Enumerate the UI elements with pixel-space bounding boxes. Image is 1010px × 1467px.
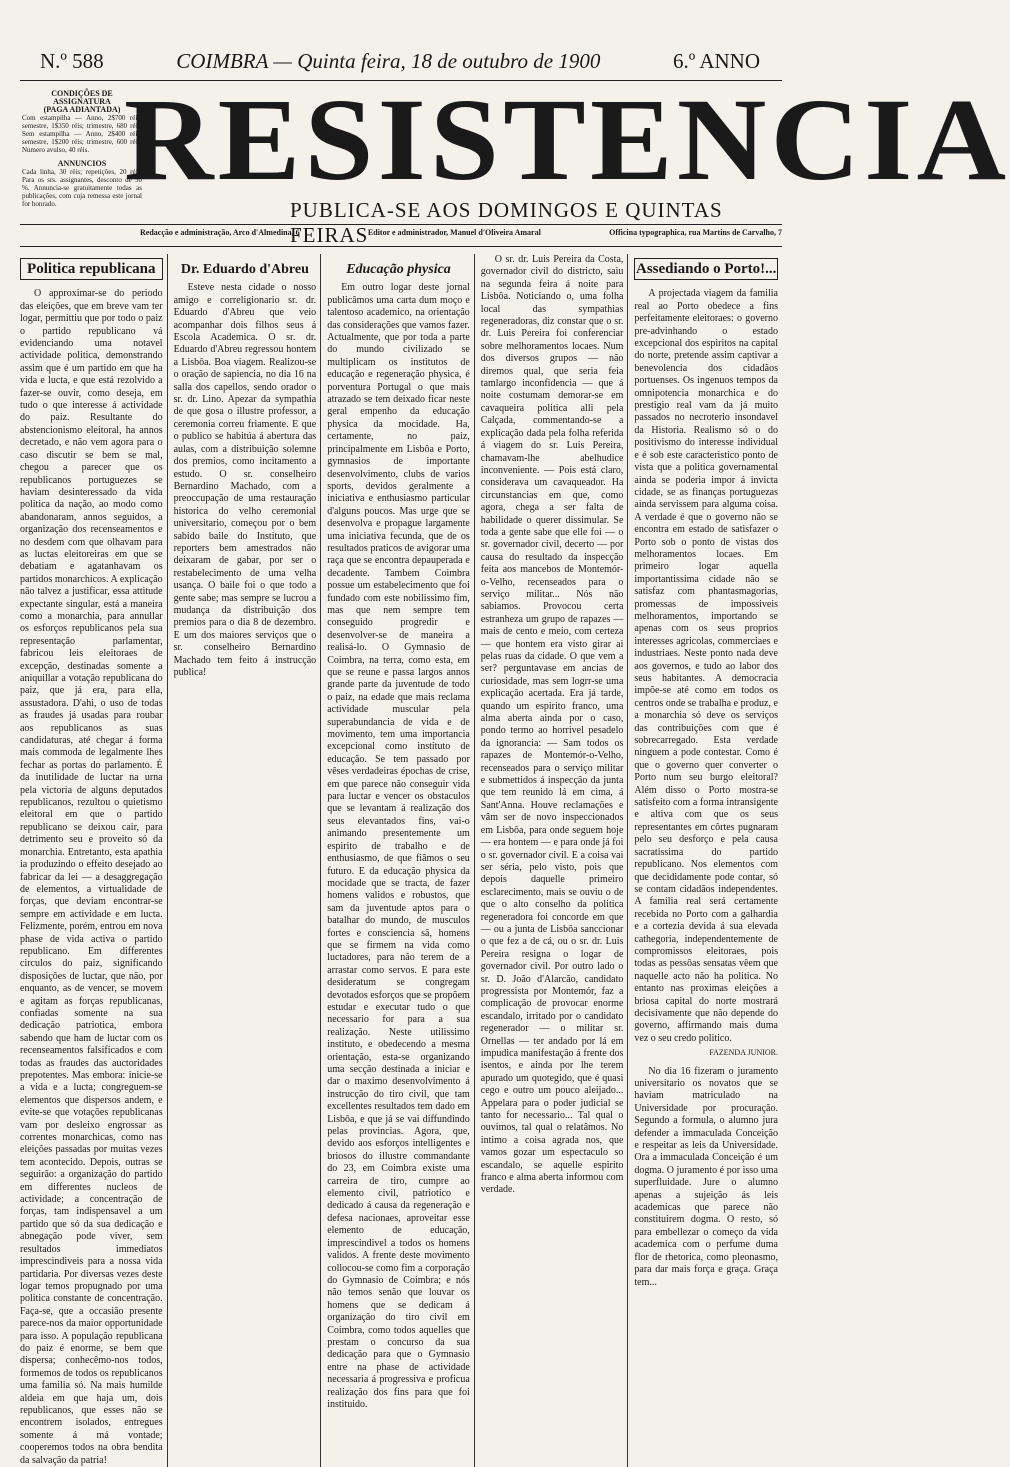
divider [20, 224, 782, 225]
ads-text: Cada linha, 30 réis; repetições, 20 réis. Para os srs. assignantes, desconto de 50 %. Annuncia-se gratuitamente todas as publicações, com cuja remessa este jornal for honrado. [22, 168, 142, 208]
article-body: A projectada viagem da familia real ao Porto obedece a fins perfeitamente eleitoraes: o governo pre-advinhando o estado excepcional dos espiritos na capital do norte, pretende assim captivar a benevolencia dos cidadãos portuenses. Os ingenuos tempos da omnipotencia monarchica e do prestigio real vam da já muito passados no necroterio insondavel da Historia. Realismo só o do positivismo do interesse individual e é sob este caracteristico ponto de vista que a politica governamental ainda se poderia impor á invicta cidade, se as finanças portuguezas ainda servissem para alguma coisa. A verdade é que o governo não se encontra em estado de satisfazer o Porto sob o ponto de vistas dos melhoramentos locaes. Em primeiro logar aquella importantissima cidade não se satisfaz com phantasmagorias, promessas de impossiveis melhoramentos, importando se apenas com os seus proprios interesses agricolas, commerciaes e industriaes. Neste ponto nada deve aos governos, e tudo ao labor dos seus habitantes. A democracia impõe-se até como em todos os centros onde se trabalha e produz, e a monarchia só deve os serviços das contribuições com que é sobrecarregado. Esta verdade ninguem a pode contestar. Como é que o governo quer converter o Porto num seu burgo eleitoral? Além disso o Porto mostra-se satisfeito com a forma intransigente e altiva com que os seus representantes em côrtes pugnaram pelo seu desforço e pela causa sacratissima do partido republicano. Nos elementos com que decididamente pode contar, só se contam cidadãos independentes. A familia real será certamente recebida no Porto com a galhardia e a cortezia devida á sua elevada cathegoria, independentemente de compromissos eleitoraes, pois todas as pessôas sensatas vêem que naquelle acto não ha politica. No entanto nas proximas eleições a briosa capital do norte mostrará decisivamente que não depende do governo, affirmando mais duma vez o seu credo politico. [634, 288, 778, 1044]
article-body: Esteve nesta cidade o nosso amigo e correligionario sr. dr. Eduardo d'Abreu que veio acompanhar dois filhos seus á Escola Academica. O sr. dr. Eduardo d'Abreu regressou hontem a Lisbôa. Boa viagem. Realizou-se o oração de sapiencia, no dia 16 na salla dos capellos, sendo orador o sr. dr. Lino. Apezar da sympathia de que gosa o illustre professor, a ceremonia correu friamente. E que o publico se habitúa á abertura das aulas, com a distribuição solemne dos premios, como incitamento a estudo. O sr. conselheiro Bernardino Machado, com a preoccupação de uma restauração historica do velho ceremonial universitario, começou por o bem sabido baile do Instituto, que reporters bem amestrados não deixaram de gabar, por ser o restabelecimento de uma velha usança. O baile foi o que todo a gente sabe; mas sempre se lucrou a mudança da distribuição dos premios para o dia 8 de dezembro. E um dos maiores serviços que o sr. conselheiro Bernardino Machado tem feito á instrucção publica! [173, 282, 317, 678]
editor: Editor e administrador, Manuel d'Oliveira Amaral [367, 228, 541, 237]
year: 6.º ANNO [672, 48, 760, 73]
masthead-subtitle: PUBLICA-SE AOS DOMINGOS E QUINTAS FEIRAS [290, 198, 723, 247]
article-body: O approximar-se do periodo das eleições, que em breve vam ter logar, permittiu que por todo o paiz o partido republicano vá evidenciando uma notavel actividade politica, demonstrando assim que é um partido em que ha vida e lucta, e que está rezolvido a fazer-se ouvir, como deseja, em tudo o que interesse á actividade do paiz. Resultante do abstencionismo eleitoral, ha annos decretado, e não vem agora para o caso discutir se bem se mal, chegou a parecer que os republicanos portuguezes se haviam desinteressado da vida politica da nação, ao modo como abandonaram, annos seguidos, a organização dos recenseamentos e no desdem com que olhavam para as luctas eleitoreiras em que se debatiam e agatanhavam os partidos monarchicos. A explicação não talvez a justificar, essa attitude expectante singular, está a maneira como a monarchia, para annullar os esforços republicanos pela sua representação parlamentar, fabricou leis eleitoraes de excepção, destinadas somente a aniquillar a votação republicana do paiz, que já era, para ella, assustadora. D'ahi, o uso de todas as fraudes já usadas para roubar aos republicanos as suas candidaturas, até chegar á forma mais commoda de legalmente lhes fechar as portas do parlamento. É da inutilidade de luctar na urna pela victoria de alguns deputados republicanos, rezultou o quietismo eleitoral em que o partido republicano se deixou cair, para detrimento seu e proveito só da monarchia. Entretanto, esta apathia ia produzindo o effeito desejado ao fabricar da lei — a desaggregação de elementos, a virtualidade de forças, que deviam encontrar-se sempre em actividade e em lucta. Felizmente, porém, entrou em nova phase de vida activa o partido republicano. Em differentes circulos do paiz, significando disposições de luctar, que não, por enquanto, as de vencer, se movem e agitam as forças republicanas, confiadas somente na sua dedicação patriotica, embora sabendo que ham de luctar com os recenseamentos falsificados e com todas as fraudes das auctoridades prepotentes. Mas embora: inicie-se a vida e a lucta; congreguem-se elementos que dispersos andem, e evite-se que votações republicanas vam por desleixo engrossar as correntes monarchicas, como nas eleições passadas por muitas vezes tem acontecido. Depois, outras se seguirão: a organização do partido em differentes nucleos de actividade; a concentração de forças, tam indispensavel a um partido que só da sua dedicação e abnegação pode viver, sem resultados immediatos imprescindiveis para a nossa vida partidaria. Por diversas vezes deste logar temos propugnado por uma politica constante de concentração. Faça-se, que a occasião presente parece-nos da maior opportunidade para isso. A população republicana do paiz é enorme, se bem que dispersa; conhecêmo-nos todos, formemos de todos os republicanos uma familia só. Na mais humilde aldeia em que haja um, dois republicanos, que esses não se encontrem isolados, entregues somente á má vontade; cooperemos todos na obra bendita da salvação da patria! [20, 288, 163, 1466]
article-signature: FAZENDA JUNIOR. [709, 1048, 778, 1058]
office: Officina typographica, rua Martins de Carvalho, 7 [609, 228, 782, 237]
column-2 [174, 254, 322, 1467]
article-body: Em outro logar deste jornal publicâmos uma carta dum moço e talentoso academico, na orientação das considerações que vamos fazer. Actualmente, que por toda a parte do mundo civilizado se multiplicam os institutos de educação e regeneração physica, é porventura Portugal o que mais atrazado se tem deixado ficar neste geral empenho da educação physica da mocidade. Ha, certamente, no paiz, principalmente em Lisbôa e Porto, gymnasios de importante desenvolvimento, clubs de varios sports, devidos geralmente a iniciativa e enthusiasmo particular d'alguns poucos. Mas urge que se desenvolva e propague largamente uma iniciativa fecunda, que de os resultados praticos de avigorar uma raça que se encontra depauperada e decadente. Tambem Coimbra possue um estabelecimento que foi fundado com este nobilissimo fim, mas que nem sempre tem conseguido progredir e desenvolver-se de maneira a realisá-lo. O Gymnasio de Coimbra, na terra, como esta, em que se reune e passa largos annos grande parte da juventude de todo o paiz, na edade que mais reclama actividade muscular pela superabundancia de vida e de movimento, tem uma importancia excepcional como instituto de educação. Se tem passado por vêses verdadeiras épochas de crise, em que parece não conseguir vida para luctar e vencer os obstaculos que se levantam á realização dos seus elevantados fins, vai-o animando presentemente um espirito de trabalho e de enthusiasmo, de que fiâmos o seu futuro. E da educação physica da mocidade que se tracta, de fazer homens validos e robustos, que sam da juventude aptos para o batalhar do mundo, de musculos fortes e consciencia sã, homens que se firmem na vida como luctadores, para não terem de a arrastar como servos. E para este desideratum se congregam devotados esforços que se propõem estudar e executar tudo o que necessario for para a sua realização. Neste utilissimo instituto, e obedecendo a mesma orientação, esta-se organizando uma secção destinada a iniciar e dar o maximo desenvolvimento á instrucção do tiro civil, que tam excellentes resultados tem dado em Lisbôa, e que já se vai diffundindo pelas provincias. Agora, que, devido aos esforços intelligentes e briosos do illustre commandante do 23, em Coimbra existe uma carreira de tiro, cumpre ao elemento civil, patriotico e dedicado á causa da regeneração e defesa nacionaes, aproveitar esse elemento de educação, imprescindivel a todos os homens validos. A frente deste movimento collocou-se como fim a corporação do Gymnasio de Coimbra; e nós não temos senão que louvar os homens que se dedicam á organização do tiro civil em Coimbra, como todos aquelles que prestam o concurso da sua dedicação para que o Gymnasio entre na phase de actividade necessaria á progressiva e proficua realização dos fins para que foi instituido. [327, 282, 470, 1410]
redaction: Redacção e administração, Arco d'Almedina, 6 [140, 228, 300, 237]
column-3 [327, 254, 475, 1467]
conditions-text: Com estampilha — Anno, 2$700 réis; semestre, 1$350 réis; trimestre, 680 réis. Sem estampilha — Anno, 2$400 réis; semestre, 1$200 réis; trimestre, 600 réis. Numero avulso, 40 réis. [22, 114, 142, 154]
issue-number: N.º 588 [40, 48, 104, 73]
imprint-line [140, 228, 782, 237]
article-body: O sr. dr. Luis Pereira da Costa, governador civil do districto, saiu na segunda feira á noite para Lisbôa. Noticiando o, uma folha local das sympathias regeneradoras, diz constar que o sr. dr. Luis Pereira foi conferenciar sobre melhoramentos locaes. Num dos diversos grupos — não diremos qual, que seria feia tamlargo inconfidencia — que á noite costumam demorar-se em cavaqueira politica alli pela Calçada, commentando-se a explicação dada pela folha referida á viagem do sr. Luis Pereira, chamavam-lhe abelhudice inconveniente. — Pois está claro, considerava um cavaqueador. Ha circunstancias em que, como agora, chega a ser falta de habilidade o querer dissimular. Se toda a gente sabe que elle foi — o sr. governador civil, decerto — por causa do resultado da inspecção feita aos mancebos de Montemór-o-Velho, recenseados para o serviço militar... Nós não sabiamos. Provocou certa estranheza um grupo de rapazes — mais de cento e meio, com certeza — que hontem era visto girar ai pelas ruas da cidade. O que vem a ser? perguntavase em ancias de curiosidade, mas sem logrr-se uma explicação acertada. Era já tarde, quando um espirito franco, uma alma aberta ainda por o caso, pondo termo ao horrivel pesadelo da ignorancia: — Sam todos os rapazes de Montemór-o-Velho, recenseados para o serviço militar e submettidos á inspecção da junta que tem reunido lá em cima, á Sant'Anna. Houve reclamações e vâm ser de novo inspeccionados em Lisbôa, para onde seguem hoje — era hontem — e para onde já foi o sr. governador civil. E a coisa vai ser séria, pelo visto, pois que depois daquelle primeiro esclarecimento, mais se ouviu o de que o alto conselho da politica regeneradora foi concorde em que — ou a junta de Lisbôa sanccionar o que fez a de cá, ou o sr. dr. Luis Pereira resigna o logar de governador civil. Por outro lado o sr. D. João d'Alarcão, candidato progressista por Montemór, faz a complicação de provocar enorme escandalo, irritado por o candidato regenerador — o militar sr. Ornellas — ter andado por lá em impudica manifestação á frente dos isentos, e ainda por lhe terem apurado um quotegido, que é quasi cego e outro um pouco aleijado... Appelara para o poder judicial se tanto for necessario... Tal qual o ouvimos, tal qual o relatâmos. No intimo a coisa agrada nos, que vamos gozar um espectaculo so escandalo, se aquelle espirito franco e alma aberta informou com verdade. [480, 254, 624, 1196]
dateline: COIMBRA — Quinta feira, 18 de outubro de 1900 [176, 48, 601, 73]
conditions-heading: CONDIÇÕES DE ASSIGNATURA [51, 89, 113, 106]
column-5 [634, 254, 782, 1467]
divider [20, 246, 782, 247]
conditions-sub: (PAGA ADIANTADA) [43, 105, 121, 114]
column-4 [481, 254, 629, 1467]
article-title: Assediando o Porto!... [634, 258, 778, 280]
article-title: Dr. Eduardo d'Abreu [180, 262, 309, 277]
article-body: No dia 16 fizeram o juramento universitario os novatos que se haviam matriculado na Universidade por procuração. Segundo a formula, o alumno jura defender a immaculada Conceição e respeitar as leis da Universidade. Ora a immaculada Conceição é um dogma. O juramento é por isso uma superfluidade. Jure o alumno apenas a sujeição ás leis academicas que parece não constituirem dogma. O resto, só para embellezar o começo da vida academica com o perfume duma flor de rhetorica, como pleonasmo, para dar mais força e graça. Graça tem... [634, 1065, 778, 1288]
article-title: Politica republicana [20, 258, 163, 280]
masthead-title: RESISTENCIA [124, 74, 1010, 205]
article-columns [20, 254, 782, 1466]
column-1 [20, 254, 168, 1467]
ads-heading: ANNUNCIOS [57, 159, 107, 168]
top-line [40, 48, 760, 74]
article-title: Educação physica [346, 262, 451, 277]
